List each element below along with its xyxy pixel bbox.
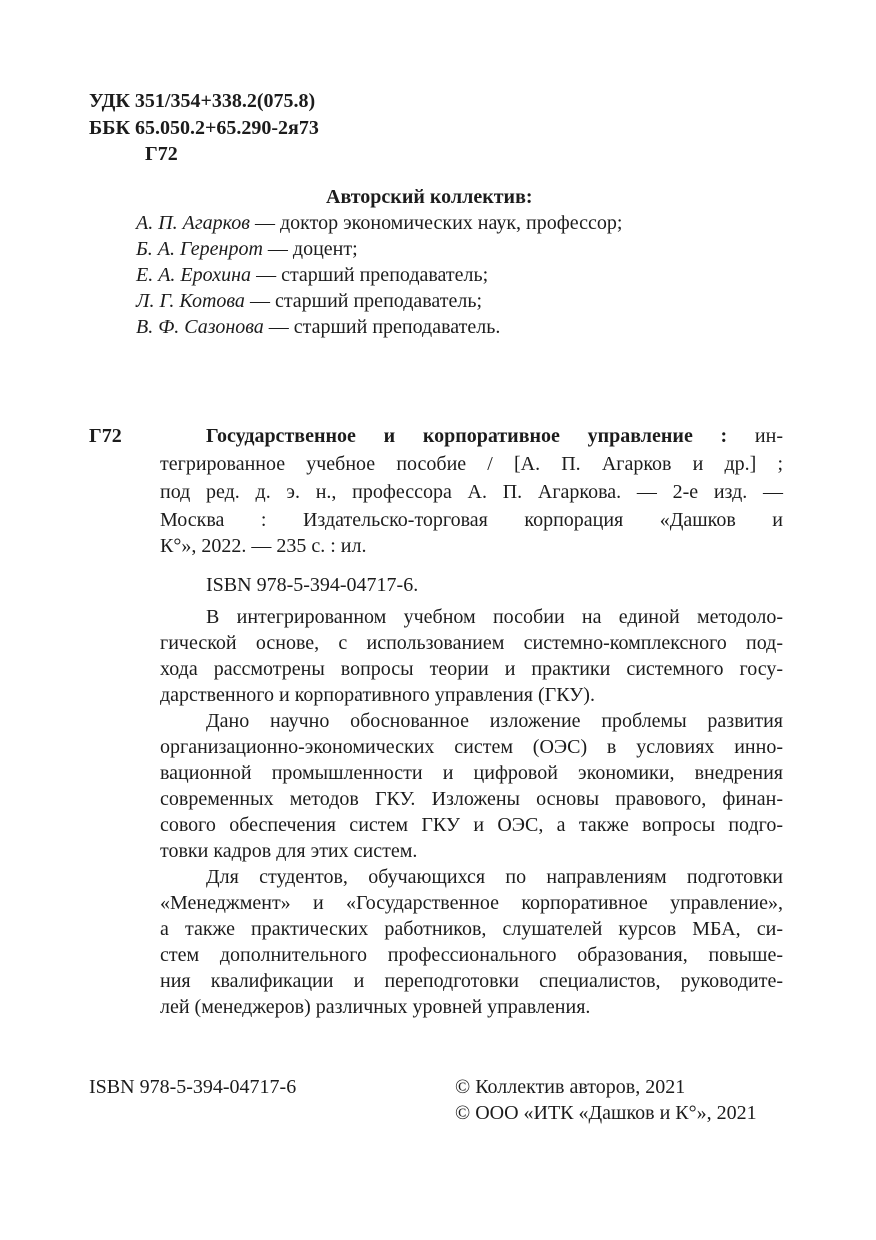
annotation-line: лей (менеджеров) различных уровней управления. [160,996,591,1018]
bibliography-isbn: ISBN 978-5-394-04717-6. [206,574,419,596]
bibliography-line: К°», 2022. — 235 с. : ил. [160,535,367,557]
bibliography-mark: Г72 [89,425,122,447]
annotation-line: организационно-экономических систем (ОЭС) в условиях инно- [160,736,783,758]
author-name: В. Ф. Сазонова [136,316,264,338]
annotation-line: В интегрированном учебном пособии на единой методоло- [206,606,783,628]
bibliography-line: под ред. д. э. н., профессора А. П. Агаркова. — 2-е изд. — [160,481,783,503]
author-mark: Г72 [145,143,178,165]
author-role: — доцент; [262,238,358,260]
author-role: — старший преподаватель; [251,264,489,286]
annotation-line: ния квалификации и переподготовки специалистов, руководите- [160,970,783,992]
author-name: Б. А. Геренрот [136,238,263,260]
author-name: Л. Г. Котова [136,290,245,312]
annotation-line: Дано научно обоснованное изложение проблемы развития [206,710,783,732]
footer-isbn: ISBN 978-5-394-04717-6 [89,1076,297,1098]
udk-code: УДК 351/354+338.2(075.8) [89,90,316,112]
annotation-line: сового обеспечения систем ГКУ и ОЭС, а также вопросы подго- [160,814,783,836]
annotation-line: «Менеджмент» и «Государственное корпоративное управление», [160,892,783,914]
annotation-block [160,0,783,1018]
author-name: А. П. Агарков [136,212,250,234]
bibliography-line-rest: ин- [727,425,783,447]
annotation-line: хода рассмотрены вопросы теории и практики системного госу- [160,658,783,680]
copyright-authors: © Коллектив авторов, 2021 [455,1076,686,1098]
author-role: — доктор экономических наук, профессор; [249,212,623,234]
annotation-line: Для студентов, обучающихся по направлениям подготовки [206,866,783,888]
copyright-publisher: © ООО «ИТК «Дашков и К°», 2021 [455,1102,757,1124]
author-role: — старший преподаватель. [263,316,501,338]
annotation-line: стем дополнительного профессионального образования, повыше- [160,944,783,966]
annotation-line: гической основе, с использованием системно-комплексного под- [160,632,783,654]
annotation-line: вационной промышленности и цифровой экономики, внедрения [160,762,783,784]
annotation-line: а также практических работников, слушателей курсов МБА, си- [160,918,783,940]
annotation-line: дарственного и корпоративного управления (ГКУ). [160,684,595,706]
annotation-line: современных методов ГКУ. Изложены основы правового, финан- [160,788,783,810]
author-name: Е. А. Ерохина [136,264,252,286]
annotation-line: товки кадров для этих систем. [160,840,418,862]
book-title: Государственное и корпоративное управление : [206,425,728,447]
bbk-code: ББК 65.050.2+65.290-2я73 [89,117,319,139]
bibliography-line: тегрированное учебное пособие / [А. П. Агарков и др.] ; [160,453,783,475]
bibliography-line: Москва : Издательско-торговая корпорация «Дашков и [160,509,783,531]
authors-heading: Авторский коллектив: [326,186,533,208]
author-role: — старший преподаватель; [244,290,483,312]
